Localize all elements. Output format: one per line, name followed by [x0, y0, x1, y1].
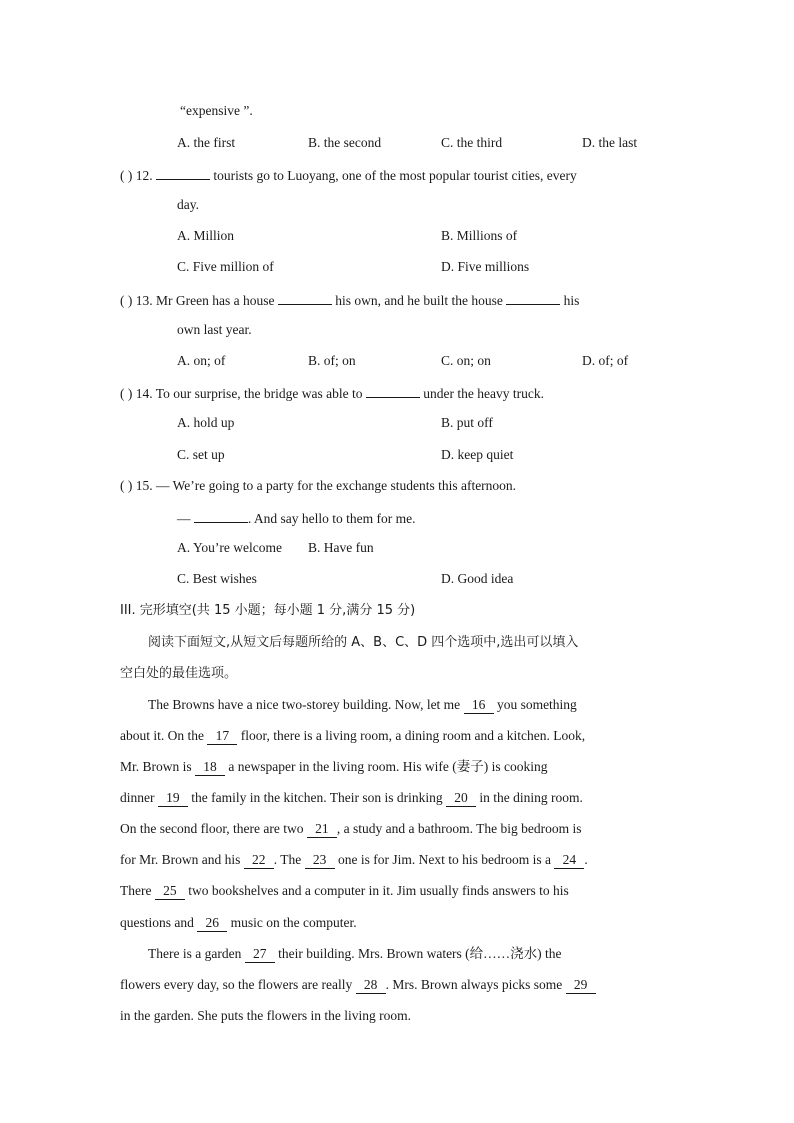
answer-blank [366, 383, 420, 398]
q11-tail: “expensive ”. [180, 103, 253, 118]
cloze-blank-18: 18 [195, 759, 225, 776]
cloze-blank-23: 23 [305, 852, 335, 869]
question-number: 14. [135, 386, 153, 401]
stem-text: To our surprise, the bridge was able to [155, 386, 363, 401]
answer-paren: ( ) [120, 168, 133, 183]
stem-text: tourists go to Luoyang, one of the most popular tourist cities, every [213, 168, 577, 183]
q11-option-a: A. the first [177, 135, 236, 150]
cloze-blank-17: 17 [207, 728, 237, 745]
stem-text: . And say hello to them for me. [247, 511, 416, 526]
q12-stem [120, 165, 577, 185]
q12-option-d: D. Five millions [441, 259, 530, 274]
q13-option-d: D. of; of [582, 353, 629, 368]
passage-line: The Browns have a nice two-storey building. Now, let me 16 you something [148, 697, 577, 712]
answer-paren: ( ) [120, 293, 133, 308]
q12-option-c: C. Five million of [177, 259, 274, 274]
answer-blank [194, 508, 248, 523]
stem-text: his [563, 293, 580, 308]
q12-option-b: B. Millions of [441, 228, 518, 243]
q15-stem-line2 [177, 508, 415, 528]
cloze-blank-16: 16 [464, 697, 494, 714]
question-number: 15. [135, 478, 153, 493]
passage-line: Mr. Brown is 18 a newspaper in the living room. His wife (妻子) is cooking [120, 759, 548, 774]
cloze-blank-22: 22 [244, 852, 274, 869]
passage-line: questions and 26 music on the computer. [120, 915, 357, 930]
answer-paren: ( ) [120, 386, 133, 401]
cloze-blank-26: 26 [197, 915, 227, 932]
q14-option-b: B. put off [441, 415, 493, 430]
passage-line: flowers every day, so the flowers are really 28 . Mrs. Brown always picks some 29 [120, 976, 596, 994]
q13-stem-line2: own last year. [177, 322, 252, 337]
q15-option-d: D. Good idea [441, 571, 514, 586]
section-instructions-line2: 空白处的最佳选项。 [120, 666, 238, 681]
q12-stem-line2: day. [177, 197, 199, 212]
q11-option-b: B. the second [308, 135, 382, 150]
question-number: 13. [135, 293, 153, 308]
cloze-blank-20: 20 [446, 790, 476, 807]
section-instructions: 阅读下面短文,从短文后每题所给的 A、B、C、D 四个选项中,选出可以填入 [148, 635, 579, 650]
q13-option-b: B. of; on [308, 353, 356, 368]
cloze-blank-21: 21 [307, 821, 337, 838]
passage-line: for Mr. Brown and his 22 . The 23 one is for Jim. Next to his bedroom is a 24 . [120, 852, 588, 867]
question-number: 12. [135, 168, 153, 183]
answer-paren: ( ) [120, 478, 133, 493]
cloze-blank-28: 28 [356, 977, 386, 994]
q14-stem [120, 383, 544, 403]
cloze-blank-29: 29 [566, 977, 596, 994]
cloze-blank-27: 27 [245, 946, 275, 963]
section-title: III. 完形填空(共 15 小题；每小题 1 分,满分 15 分) [120, 603, 416, 618]
q13-option-c: C. on; on [441, 353, 491, 368]
q11-option-c: C. the third [441, 135, 503, 150]
stem-text: — We’re going to a party for the exchange students this afternoon. [156, 478, 517, 493]
q14-option-d: D. keep quiet [441, 447, 514, 462]
cloze-blank-25: 25 [155, 883, 185, 900]
q15-option-a: A. You’re welcome [177, 540, 282, 555]
stem-text: Mr Green has a house [156, 293, 275, 308]
q12-option-a: A. Million [177, 228, 235, 243]
passage-line: There 25 two bookshelves and a computer in it. Jim usually finds answers to his [120, 883, 569, 898]
q15-stem [120, 477, 516, 495]
cloze-blank-19: 19 [158, 790, 188, 807]
passage-line: about it. On the 17 floor, there is a living room, a dining room and a kitchen. Look, [120, 728, 586, 743]
stem-text: his own, and he built the house [335, 293, 503, 308]
answer-blank [278, 290, 332, 305]
answer-blank [506, 290, 560, 305]
q11-option-d: D. the last [582, 135, 638, 150]
passage-line: in the garden. She puts the flowers in the living room. [120, 1008, 411, 1023]
cloze-blank-24: 24 [554, 852, 584, 869]
q14-option-a: A. hold up [177, 415, 235, 430]
q14-option-c: C. set up [177, 447, 225, 462]
stem-text: under the heavy truck. [423, 386, 544, 401]
dialog-dash: — [177, 511, 191, 526]
q13-stem [120, 290, 579, 310]
q13-option-a: A. on; of [177, 353, 226, 368]
passage-line: On the second floor, there are two 21 , a study and a bathroom. The big bedroom is [120, 821, 582, 836]
answer-blank [156, 165, 210, 180]
passage-line: dinner 19 the family in the kitchen. Their son is drinking 20 in the dining room. [120, 790, 583, 805]
q15-option-b: B. Have fun [308, 540, 374, 555]
passage-line: There is a garden 27 their building. Mrs. Brown waters (给……浇水) the [148, 946, 562, 961]
q15-option-c: C. Best wishes [177, 571, 257, 586]
